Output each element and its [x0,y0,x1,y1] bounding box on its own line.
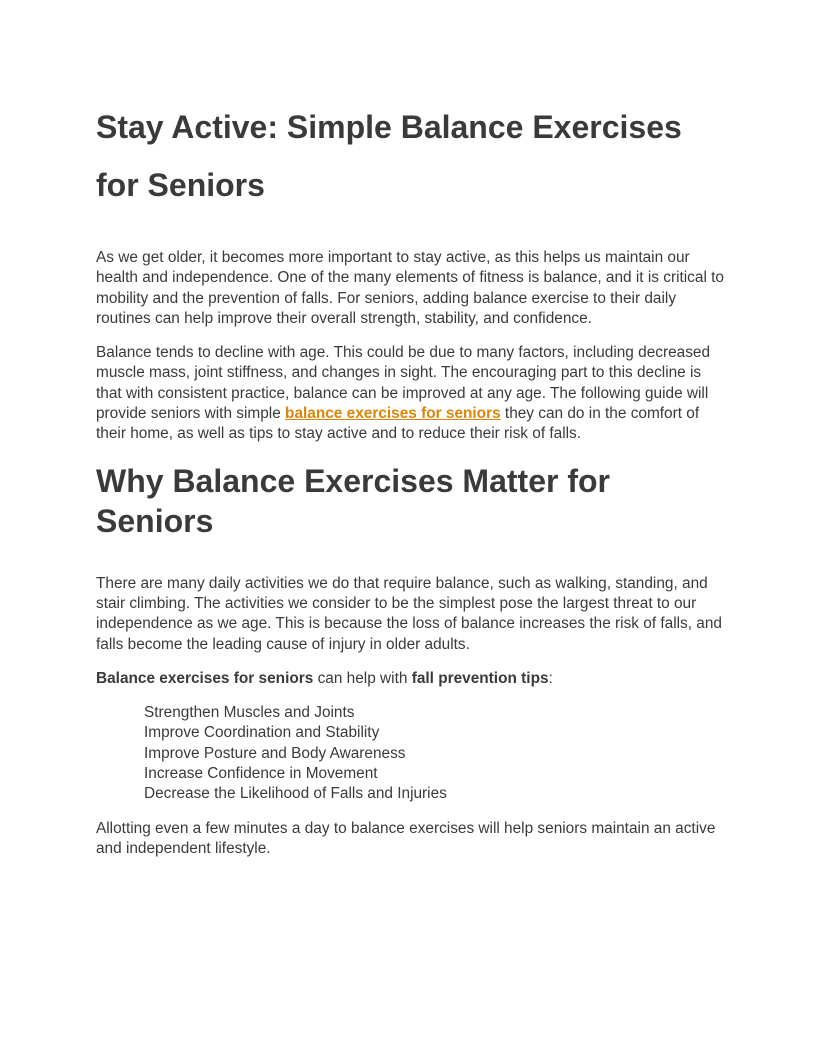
tips-bold-fall-prevention: fall prevention tips [411,669,549,687]
list-item: Improve Coordination and Stability [144,724,380,742]
tips-bold-balance: Balance exercises for seniors [96,669,314,687]
list-item: Increase Confidence in Movement [144,765,378,783]
activities-paragraph: There are many daily activities we do that require balance, such as walking, standing, and stair climbing. The activities we consider to be the simplest pose the largest threat to our independence as we age. This is because the loss of balance increases the risk of falls, and falls become the leading cause of injury in older adults. [96,574,722,653]
article-title [96,98,724,214]
tips-mid-text: can help with [313,669,412,687]
list-item: Decrease the Likelihood of Falls and Injuries [144,785,447,803]
intro-paragraph: As we get older, it becomes more important to stay active, as this helps us maintain our health and independence. One of the many elements of fitness is balance, and it is critical to mobility and the prevention of falls. For seniors, adding balance exercise to their daily routines can help improve their overall strength, stability, and confidence. [96,249,724,327]
document-page [96,98,724,859]
decline-text-before: Balance tends to decline with age. This could be due to many factors, including decreased muscle mass, joint stiffness, and changes in sight. The encouraging part to this decline is that with consistent practice, balance can be improved at any age. The following guide will provide seniors with simple [96,344,711,423]
title-line-2: for Seniors [96,167,265,203]
closing-paragraph: Allotting even a few minutes a day to balance exercises will help seniors maintain an active and independent lifestyle. [96,819,716,857]
decline-paragraph [96,343,724,444]
section-heading: Why Balance Exercises Matter for Seniors [96,462,610,539]
benefits-list [96,703,724,804]
title-line-1: Stay Active: Simple Balance Exercises [96,109,682,145]
list-item: Strengthen Muscles and Joints [144,704,355,722]
tips-intro-paragraph [96,669,724,689]
tips-end-text: : [548,669,553,687]
decline-text-after: they can do in the comfort of their home, as well as tips to stay active and to reduce their risk of falls. [96,405,700,443]
list-item: Improve Posture and Body Awareness [144,744,406,762]
balance-exercises-link[interactable]: balance exercises for seniors [285,405,501,423]
